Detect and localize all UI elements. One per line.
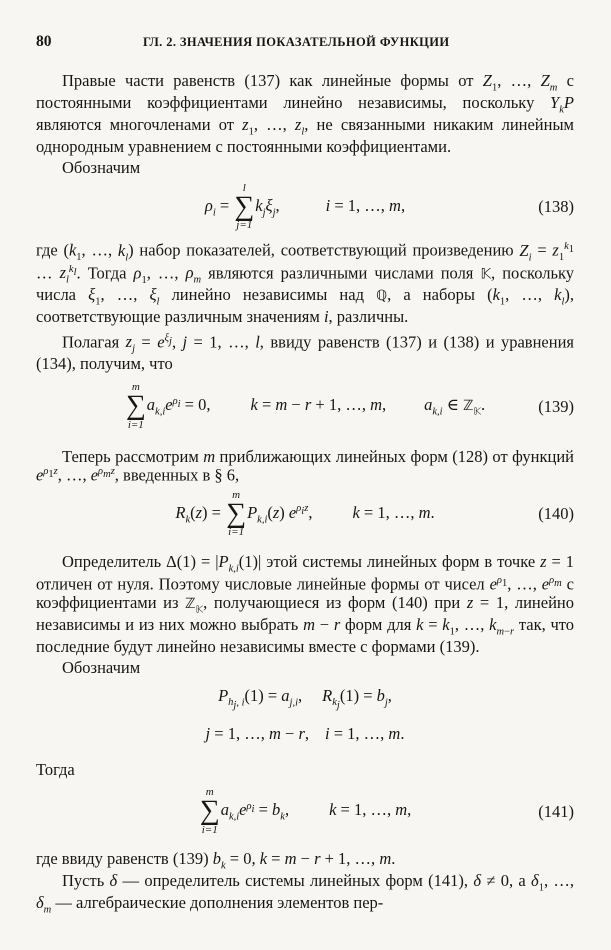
equation-140: $R_k(z)$ = m ∑ i=1 $P_{k,i}(z)$ $e^{\rho_iz}$, k = 1, …, m. (140) (175, 488, 574, 539)
page-header (36, 33, 574, 53)
equation-139: m ∑ i=1 $a_{k,i}e^{\rho_i} = 0$, k = m − r + 1, …, m, $a_{k,i}$ ∈ ℤ$_𝕂$. (139) (125, 381, 574, 431)
equation-138: $\rho_i$ = l ∑ j=1 $k_j\xi_j$, i = 1, …, m, (138) (204, 181, 574, 232)
paragraph-9: где ввиду равенств (139) $b_k = 0$, k = m − r + 1, …, m. (36, 848, 396, 871)
paragraph-10: Пусть δ — определитель системы линейных форм (141), δ ≠ 0, а $\delta_1$, …, $\delta_m$ — алгебраические дополнения элементов пер- (36, 870, 574, 916)
paragraph-togda: Тогда (36, 760, 75, 780)
paragraph-5: Теперь рассмотрим m приближающих линейных форм (128) от функций $e^{\rho_1z}$, …, $e^{\rho_mz}$, введенных в § 6, (36, 446, 574, 485)
running-title: ГЛ. 2. ЗНАЧЕНИЯ ПОКАЗАТЕЛЬНОЙ ФУНКЦИИ (143, 35, 450, 49)
paragraph-1: Правые части равенств (137) как линейные формы от $Z_1$, …, $Z_m$ с постоянными коэффициентами линейно независимы, поскольку $Y_kP$ являются многочленами от $z_1$, …, $z_l$, не связанными никаким линейным однородным уравнением с постоянными коэффициентами. (36, 71, 574, 157)
equation-number-141: (141) (538, 801, 574, 821)
page-number: 80 (36, 33, 52, 50)
equation-number-138: (138) (538, 196, 574, 216)
equation-indices: j = 1, …, m − r, i = 1, …, m. (205, 723, 405, 743)
equation-definitions: $P_{h_j, i}(1) = a_{j,i}$, $R_{k_j}(1) = b_j$, (218, 685, 392, 711)
equation-141: m ∑ i=1 $a_{k,i}e^{\rho_i} = b_k$, k = 1, …, m, (141) (199, 786, 574, 836)
paragraph-oboznachim-1: Обозначим (62, 157, 141, 177)
page-body (36, 72, 574, 916)
paragraph-oboznachim-2: Обозначим (62, 657, 141, 677)
paragraph-4: Полагая $z_j = e^{\xi_j}$, j = 1, …, l, ввиду равенств (137) и (138) и уравнения (134), получим, что (36, 332, 575, 374)
paragraph-3: где ($k_1$, …, $k_l$) набор показателей, соответствующий произведению $Z_i = z_1^{k_1}$ … $z_l^{k_l}$. Тогда $\rho_1$, …, $\rho_m$ являются различными числами поля 𝕂, поскольку числа $\xi_1$, …, $\xi_l$ линейно независимы над ℚ, а наборы ($k_1$, …, $k_l$), соответствующие различным значениям i, различны. (36, 240, 575, 327)
equation-number-140: (140) (538, 503, 574, 523)
equation-number-139: (139) (538, 396, 574, 416)
paragraph-6: Определитель $\Delta(1) = |P_{k,i}(1)|$ этой системы линейных форм в точке z = 1 отличен от нуля. Поэтому числовые линейные формы от чисел $e^{\rho_1}$, …, $e^{\rho_m}$ с коэффициентами из ℤ$_𝕂$, получающиеся из форм (140) при z = 1, линейно независимы и из них можно выбрать m − r форм для $k = k_1$, …, $k_{m-r}$ так, что последние будут линейно независимы вместе с формами (139). (36, 552, 575, 657)
